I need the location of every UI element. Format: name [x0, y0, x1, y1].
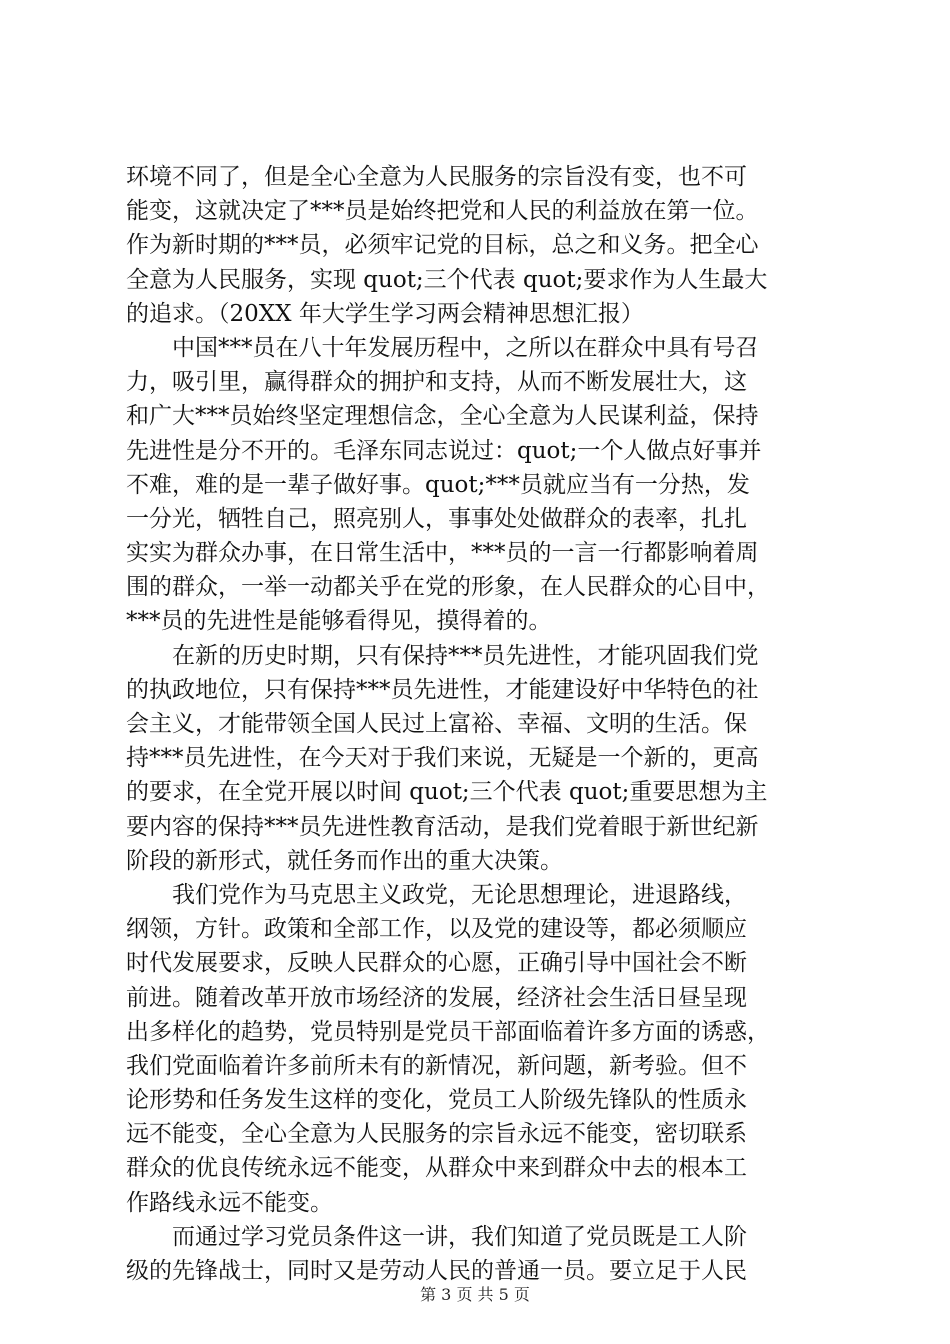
text-line: 作路线永远不能变。 — [126, 1189, 333, 1216]
text-line: 出多样化的趋势，党员特别是党员干部面临着许多方面的诱惑， — [126, 1018, 770, 1045]
text-line: 中国***员在八十年发展历程中，之所以在群众中具有号召 — [126, 334, 759, 361]
text-line: 要内容的保持***员先进性教育活动，是我们党着眼于新世纪新 — [126, 813, 759, 840]
text-line: 时代发展要求，反映人民群众的心愿，正确引导中国社会不断 — [126, 950, 747, 977]
text-line: 前进。随着改革开放市场经济的发展，经济社会生活日昼呈现 — [126, 984, 747, 1011]
page-footer: 第 3 页 共 5 页 — [420, 1285, 530, 1304]
text-line: 的执政地位，只有保持***员先进性，才能建设好中华特色的社 — [126, 676, 759, 703]
text-line: 纲领，方针。政策和全部工作，以及党的建设等，都必须顺应 — [126, 916, 747, 943]
text-line: 我们党面临着许多前所未有的新情况，新问题，新考验。但不 — [126, 1052, 747, 1079]
text-line: 我们党作为马克思主义政党，无论思想理论，进退路线， — [126, 881, 747, 908]
text-line: 能变，这就决定了***员是始终把党和人民的利益放在第一位。 — [126, 198, 759, 225]
text-line: 的要求，在全党开展以时间 quot;三个代表 quot;重要思想为主 — [126, 779, 768, 806]
text-line: 持***员先进性，在今天对于我们来说，无疑是一个新的，更高 — [126, 745, 759, 772]
text-line: 力，吸引里，赢得群众的拥护和支持，从而不断发展壮大，这 — [126, 369, 747, 396]
body-text — [126, 160, 846, 1288]
text-line: 环境不同了，但是全心全意为人民服务的宗旨没有变，也不可 — [126, 164, 747, 190]
text-line: 会主义，才能带领全国人民过上富裕、幸福、文明的生活。保 — [126, 711, 747, 737]
text-line: 阶段的新形式，就任务而作出的重大决策。 — [126, 847, 563, 874]
text-line: 围的群众，一举一动都关乎在党的形象，在人民群众的心目中， — [126, 574, 770, 601]
text-line: 级的先锋战士，同时又是劳动人民的普通一员。要立足于人民 — [126, 1258, 747, 1284]
text-line: 论形势和任务发生这样的变化，党员工人阶级先锋队的性质永 — [126, 1087, 747, 1114]
text-line: 在新的历史时期，只有保持***员先进性，才能巩固我们党 — [126, 642, 759, 669]
text-line: 一分光，牺牲自己，照亮别人，事事处处做群众的表率，扎扎 — [126, 505, 747, 532]
text-line: 不难，难的是一辈子做好事。quot;***员就应当有一分热，发 — [126, 471, 750, 498]
text-line: 的追求。（20XX 年大学生学习两会精神思想汇报） — [126, 300, 644, 327]
text-line: 而通过学习党员条件这一讲，我们知道了党员既是工人阶 — [126, 1223, 747, 1250]
text-line: 远不能变，全心全意为人民服务的宗旨永远不能变，密切联系 — [126, 1121, 747, 1148]
text-line: 群众的优良传统永远不能变，从群众中来到群众中去的根本工 — [126, 1155, 747, 1182]
text-line: 和广大***员始终坚定理想信念，全心全意为人民谋利益，保持 — [126, 403, 759, 430]
text-line: 作为新时期的***员，必须牢记党的目标，总之和义务。把全心 — [126, 232, 759, 259]
text-line: 实实为群众办事，在日常生活中，***员的一言一行都影响着周 — [126, 540, 759, 567]
text-line: 先进性是分不开的。毛泽东同志说过：quot;一个人做点好事并 — [126, 437, 762, 464]
text-line: ***员的先进性是能够看得见，摸得着的。 — [126, 608, 552, 635]
text-line: 全意为人民服务，实现 quot;三个代表 quot;要求作为人生最大 — [126, 266, 768, 293]
